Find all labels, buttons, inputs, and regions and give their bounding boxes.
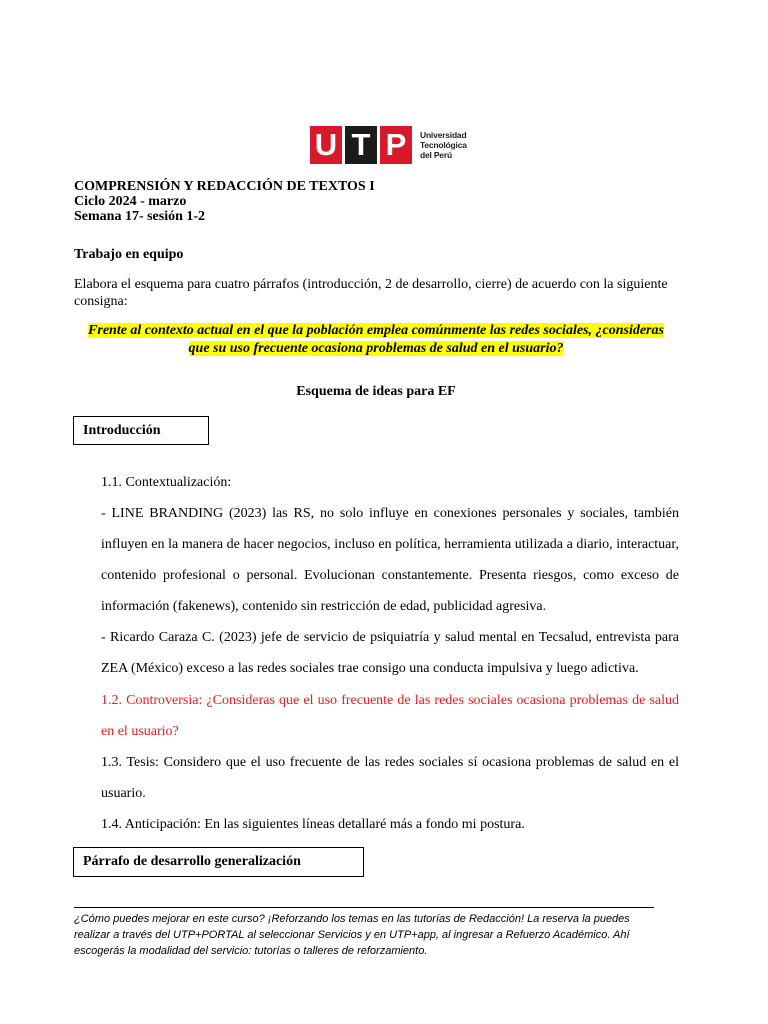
footer-divider [74, 907, 654, 908]
logo-wordmark-line: del Perú [420, 150, 452, 160]
prompt-line-text: Frente al contexto actual en el que la población emplea comúnmente las redes sociales, ¿consideras [88, 323, 664, 338]
utp-logo [310, 125, 472, 165]
context-item: 1.1. Contextualización: [101, 475, 232, 490]
prompt-line-text: que su uso frecuente ocasiona problemas de salud en el usuario? [188, 341, 564, 356]
section-intro-label: Introducción [83, 422, 161, 438]
controversy-item: 1.2. Controversia: ¿Consideras que el uso frecuente de las redes sociales ocasiona problemas de salud en el usuario? [101, 693, 679, 739]
scheme-title: Esquema de ideas para EF [296, 384, 456, 399]
section-development-label: Párrafo de desarrollo generalización [83, 854, 301, 869]
logo-wordmark-line: Tecnológica [420, 140, 467, 150]
prompt-line [74, 340, 678, 358]
logo-letter-u: U [310, 126, 342, 164]
course-title: COMPRENSIÓN Y REDACCIÓN DE TEXTOS I [74, 179, 375, 194]
footer-note: ¿Cómo puedes mejorar en este curso? ¡Reforzando los temas en las tutorías de Redacción! La reserva la puedes realizar a través del UTP+PORTAL al seleccionar Servicios y en UTP+app, al ingresar a Refuerzo Académico. Ahí escogerás la modalidad del servicio: tutorías o talleres de reforzamiento. [74, 913, 630, 957]
logo-letter-t: T [345, 126, 377, 164]
logo-wordmark [420, 130, 467, 160]
section-development-box [73, 847, 364, 877]
anticipation-item: 1.4. Anticipación: En las siguientes líneas detallaré más a fondo mi postura. [101, 817, 525, 832]
cycle-label: Ciclo 2024 - marzo [74, 194, 187, 209]
source-item: - LINE BRANDING (2023) las RS, no solo influye en conexiones personales y sociales, también influyen en la manera de hacer negocios, incluso en política, herramienta utilizada a diario, interactuar, contenido profesional o personal. Evolucionan constantemente. Presenta riesgos, como exceso de información (fakenews), contenido sin restricción de edad, publicidad agresiva. [101, 506, 679, 614]
source-item: - Ricardo Caraza C. (2023) jefe de servicio de psiquiatría y salud mental en Tecsalud, entrevista para ZEA (México) exceso a las redes sociales trae consigo una conducta impulsiva y luego adictiva. [101, 630, 679, 676]
logo-letter-p: P [380, 126, 412, 164]
team-work-title: Trabajo en equipo [74, 247, 184, 262]
thesis-item: 1.3. Tesis: Considero que el uso frecuente de las redes sociales sí ocasiona problemas de salud en el usuario. [101, 755, 679, 801]
week-label: Semana 17- sesión 1-2 [74, 209, 206, 224]
instructions-paragraph: Elabora el esquema para cuatro párrafos (introducción, 2 de desarrollo, cierre) de acuerdo con la siguiente consigna: [74, 277, 668, 309]
logo-wordmark-line: Universidad [420, 130, 467, 140]
section-intro-box [73, 416, 209, 445]
prompt-line [74, 322, 678, 340]
